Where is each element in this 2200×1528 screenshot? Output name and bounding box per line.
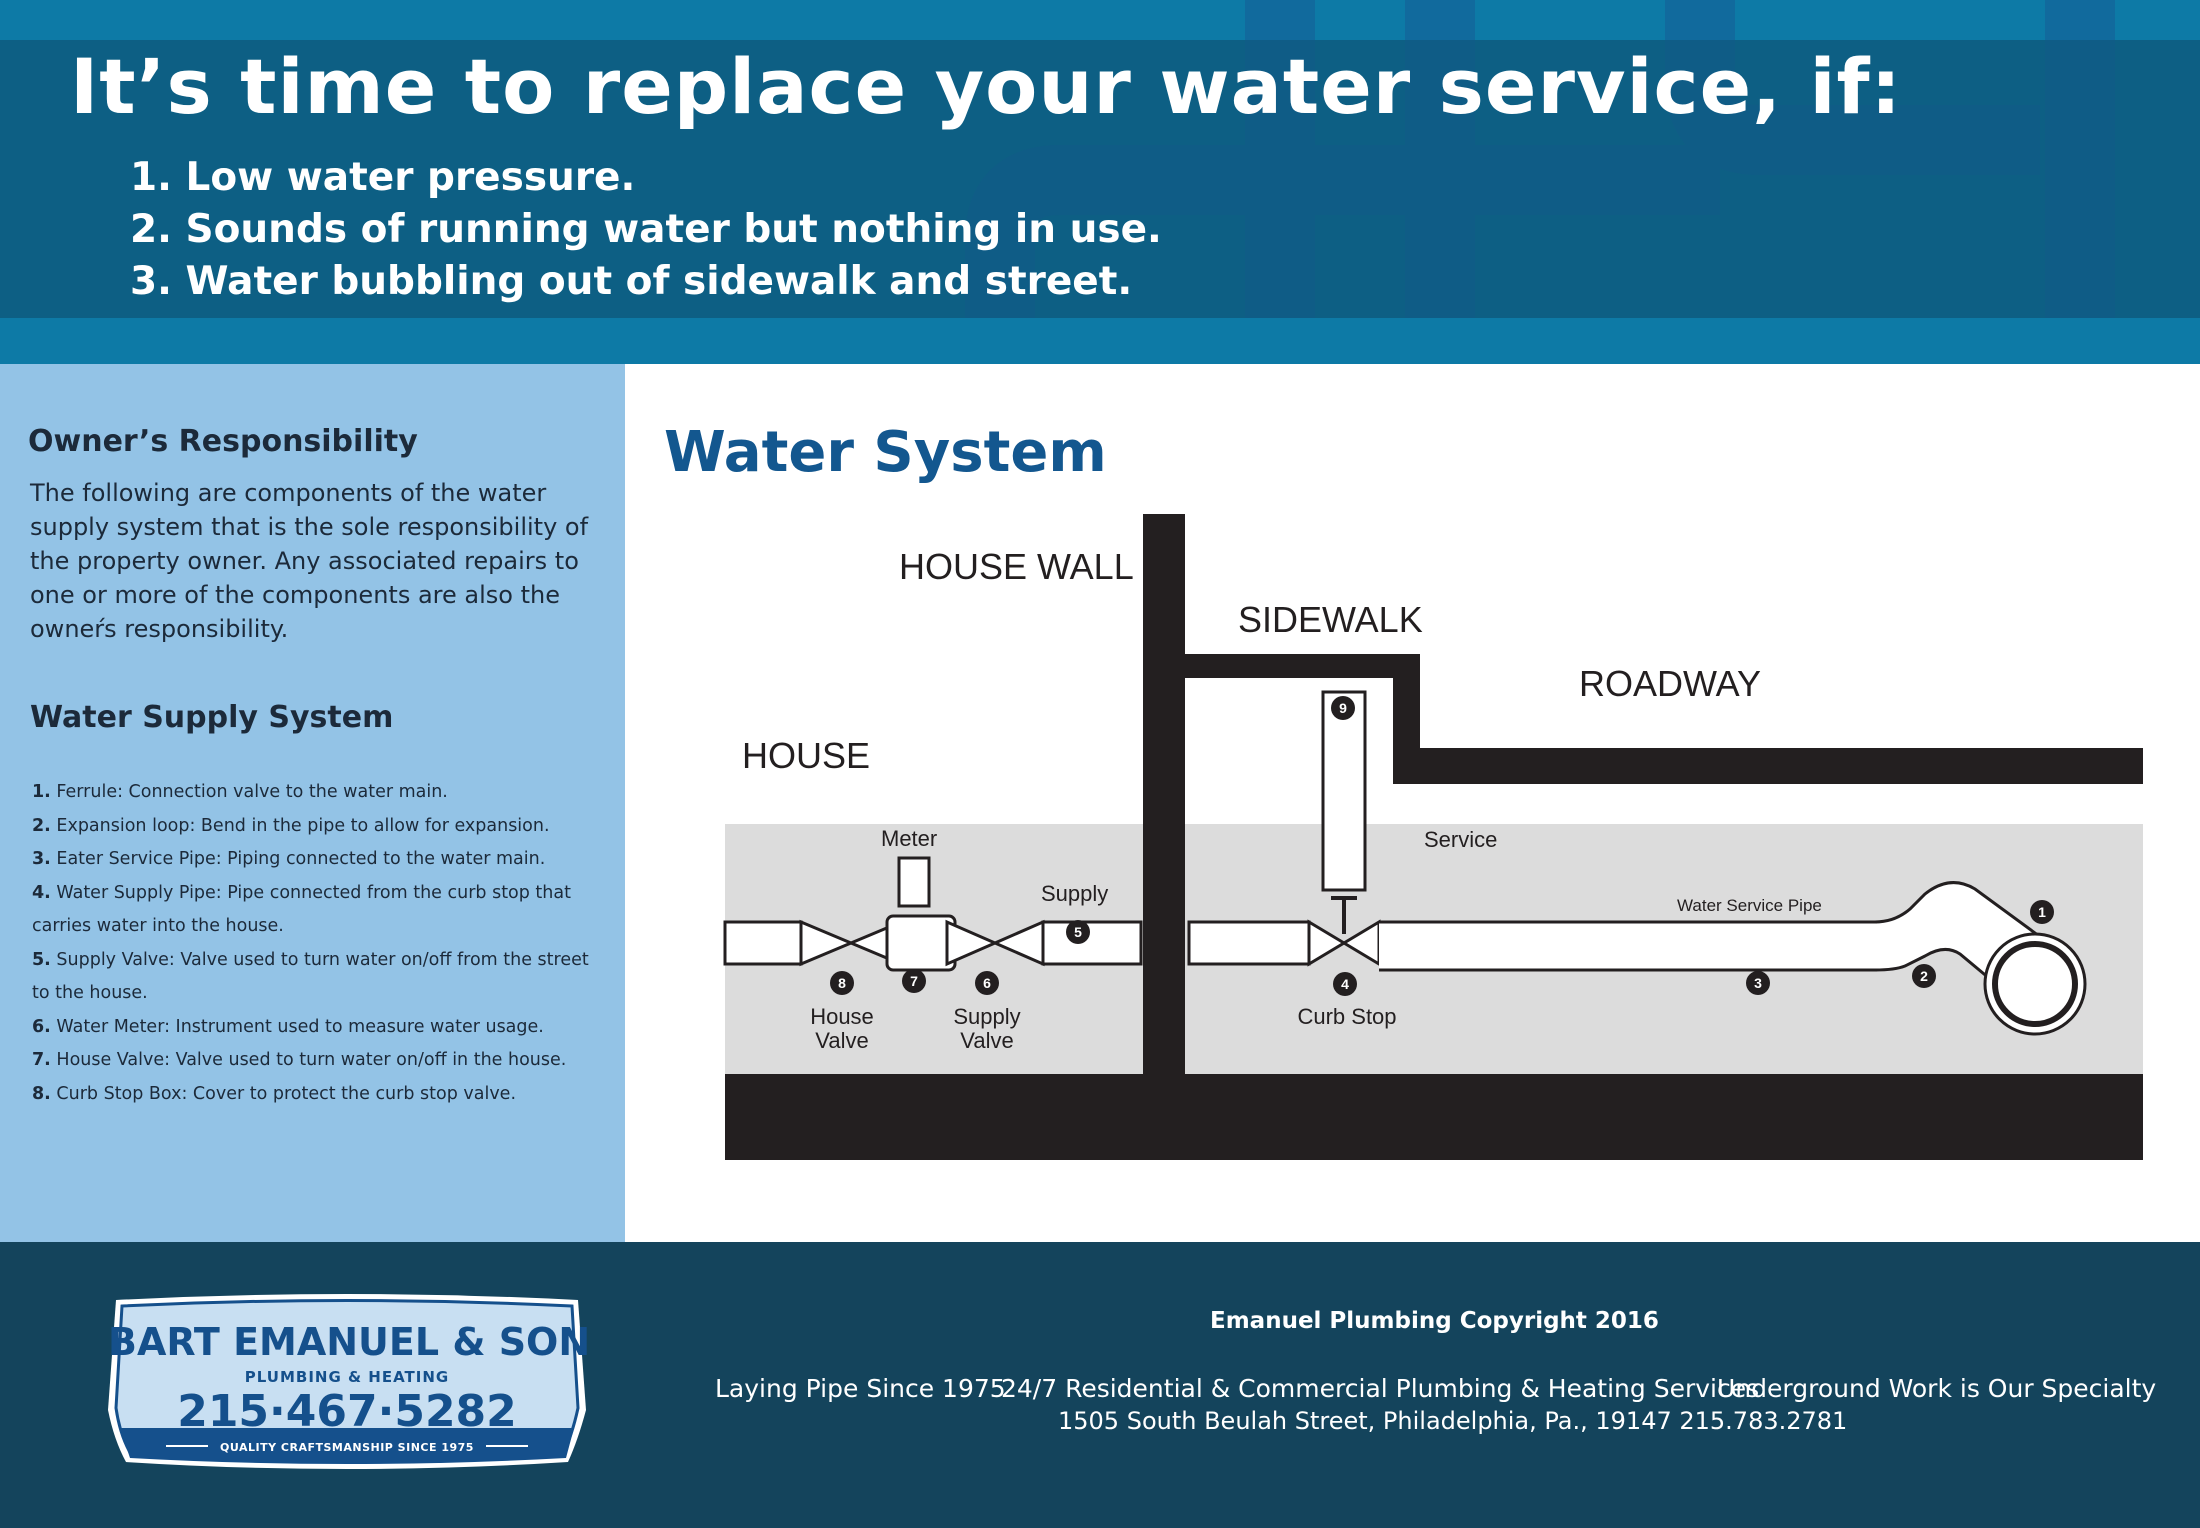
header-bottom-stripe — [0, 318, 2200, 364]
footer-tagline: 24/7 Residential & Commercial Plumbing & Heating Services — [1001, 1374, 1760, 1403]
list-item-number: 6. — [32, 1016, 51, 1037]
foundation-slab — [725, 1074, 2143, 1160]
list-item — [32, 877, 602, 944]
list-item-number: 4. — [32, 882, 51, 903]
company-logo — [108, 1290, 591, 1472]
marker-2-number: 2 — [1920, 968, 1928, 984]
list-item — [32, 1011, 602, 1045]
water-main-inner — [1995, 944, 2075, 1024]
supply-system-heading: Water Supply System — [30, 700, 394, 735]
house-label: HOUSE — [742, 735, 871, 776]
marker-4-number: 4 — [1341, 976, 1349, 992]
marker-2 — [1912, 964, 1936, 988]
water-service-pipe-body — [1381, 925, 1881, 967]
marker-7 — [902, 969, 926, 993]
meter-body — [887, 916, 955, 970]
reason-item: 3. Water bubbling out of sidewalk and street. — [130, 259, 1133, 304]
house-wall — [1143, 514, 1185, 1078]
list-item-text: House Valve: Valve used to turn water on/off in the house. — [56, 1050, 567, 1070]
marker-7-number: 7 — [910, 973, 918, 989]
sidewalk-label: SIDEWALK — [1238, 599, 1423, 640]
marker-4 — [1333, 972, 1357, 996]
marker-3-number: 3 — [1754, 975, 1762, 991]
logo-tagline: QUALITY CRAFTSMANSHIP SINCE 1975 — [220, 1441, 474, 1454]
list-item — [32, 776, 602, 810]
logo-phone-number: 215·467·5282 — [177, 1386, 517, 1437]
list-item — [32, 944, 602, 1011]
owner-text: The following are components of the water supply system that is the sole responsibility of the property owner. Any associated repairs to one or more of the components are also the owneŕs responsibility. — [30, 479, 589, 643]
list-item-text: Ferrule: Connection valve to the water main. — [56, 782, 448, 802]
service-pipe-left — [1189, 922, 1309, 964]
supply-pipe — [1043, 922, 1141, 964]
reason-item: 2. Sounds of running water but nothing in use. — [130, 207, 1162, 252]
diagram-title: Water System — [664, 420, 1107, 485]
list-item — [32, 810, 602, 844]
curb-stop-box — [1323, 692, 1365, 890]
supply-label: Supply — [1041, 881, 1109, 906]
list-item-text: Supply Valve: Valve used to turn water on/off from the street to the house. — [32, 949, 589, 1003]
marker-5-number: 5 — [1074, 924, 1082, 940]
logo-subtitle: PLUMBING & HEATING — [244, 1368, 450, 1386]
footer-tagline: Underground Work is Our Specialty — [1717, 1374, 2157, 1403]
meter-label: Meter — [881, 826, 938, 851]
headline: It’s time to replace your water service, if: — [70, 42, 1902, 131]
marker-8-number: 8 — [838, 975, 846, 991]
list-item-text: Curb Stop Box: Cover to protect the curb stop valve. — [56, 1083, 517, 1104]
house-wall-label: HOUSE WALL — [899, 546, 1134, 587]
marker-9-number: 9 — [1339, 700, 1347, 716]
logo-company-name: BART EMANUEL & SON — [108, 1320, 591, 1364]
list-item — [32, 1044, 602, 1078]
list-item-text: Expansion loop: Bend in the pipe to allow for expansion. — [56, 815, 550, 836]
water-system-diagram — [625, 364, 2200, 1242]
marker-1-number: 1 — [2038, 904, 2046, 920]
list-item-number: 3. — [32, 849, 51, 869]
marker-1 — [2030, 900, 2054, 924]
house-valve-label: House — [810, 1004, 874, 1029]
company-address: 1505 South Beulah Street, Philadelphia, Pa., 19147 215.783.2781 — [1058, 1407, 1848, 1435]
marker-6-number: 6 — [983, 975, 991, 991]
supply-system-list — [32, 776, 602, 1111]
list-item-number: 7. — [32, 1050, 51, 1070]
marker-3 — [1746, 971, 1770, 995]
copyright-text: Emanuel Plumbing Copyright 2016 — [1210, 1308, 1659, 1334]
water-service-pipe-label: Water Service Pipe — [1677, 896, 1822, 915]
house-valve-label: Valve — [815, 1028, 869, 1053]
supply-valve-label: Supply — [953, 1004, 1021, 1029]
list-item-number: 5. — [32, 949, 51, 970]
list-item-text: Eater Service Pipe: Piping connected to the water main. — [56, 849, 546, 869]
info-panel — [0, 364, 625, 1242]
marker-5 — [1066, 920, 1090, 944]
list-item-text: Water Supply Pipe: Pipe connected from the curb stop that carries water into the house. — [32, 882, 571, 936]
list-item-number: 1. — [32, 782, 51, 802]
marker-8 — [830, 971, 854, 995]
footer-tagline: Laying Pipe Since 1975 — [715, 1374, 1006, 1403]
reason-item: 1. Low water pressure. — [130, 155, 636, 200]
header-banner — [0, 0, 2200, 364]
list-item — [32, 843, 602, 877]
meter-head — [899, 858, 929, 906]
list-item-text: Water Meter: Instrument used to measure water usage. — [56, 1016, 544, 1037]
list-item-number: 2. — [32, 815, 51, 836]
supply-valve-label: Valve — [960, 1028, 1014, 1053]
house-pipe — [725, 922, 801, 964]
service-label: Service — [1424, 827, 1498, 852]
reasons-list — [130, 152, 1162, 308]
marker-6 — [975, 971, 999, 995]
marker-9 — [1331, 696, 1355, 720]
owner-heading: Owner’s Responsibility — [28, 424, 418, 459]
list-item-number: 8. — [32, 1083, 51, 1104]
footer — [0, 1242, 2200, 1528]
roadway-label: ROADWAY — [1579, 663, 1762, 704]
list-item — [32, 1078, 602, 1112]
curb-stop-label: Curb Stop — [1297, 1004, 1397, 1029]
